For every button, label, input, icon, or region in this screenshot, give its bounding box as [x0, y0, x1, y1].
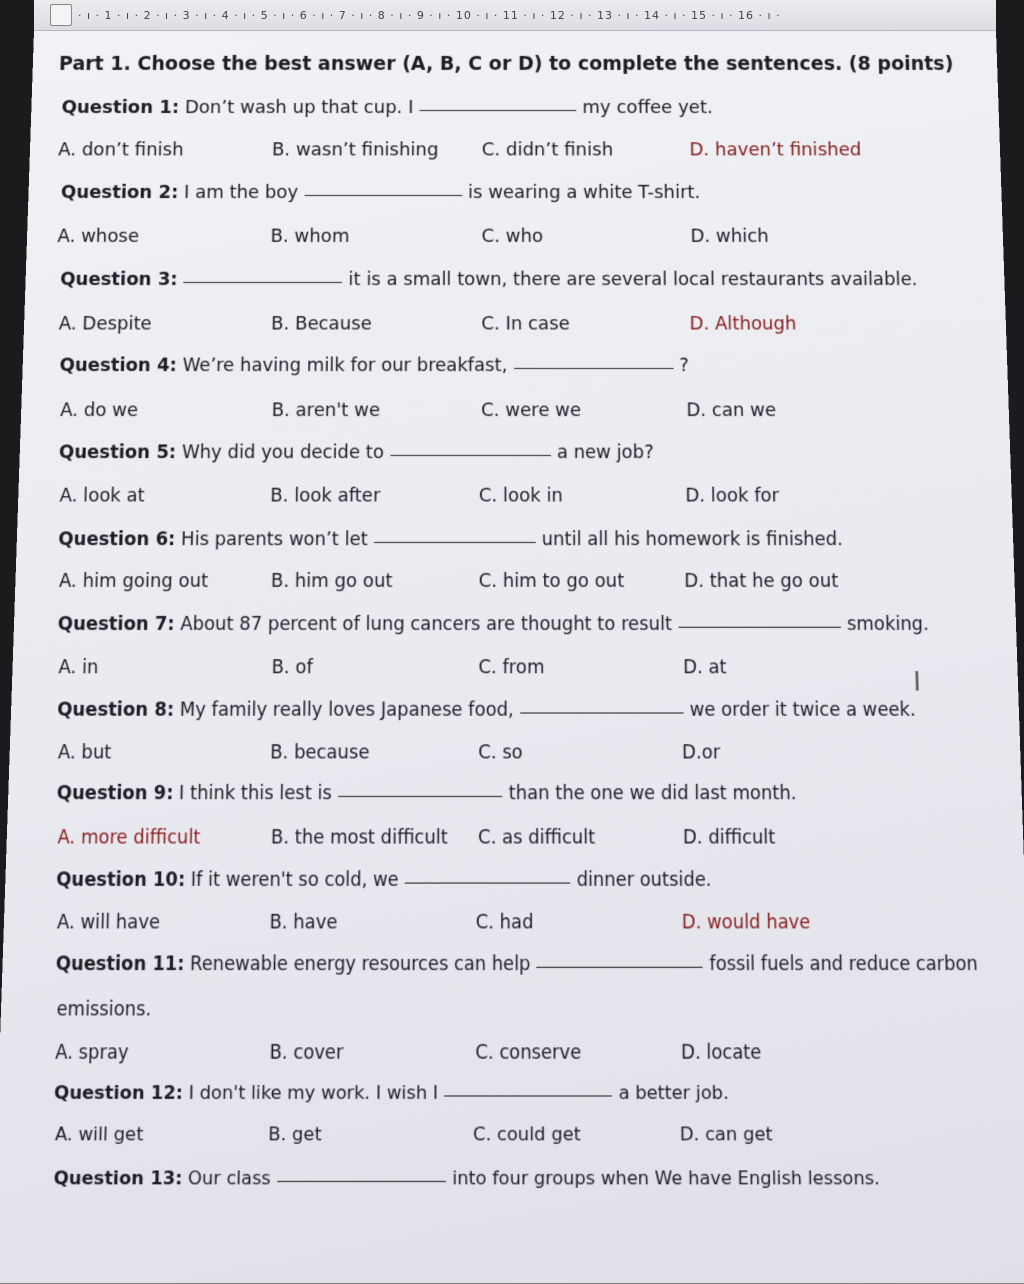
option-d[interactable]: D. haven’t finished — [689, 139, 862, 161]
question-stem-after: we order it twice a week. — [689, 699, 916, 722]
question-6 — [58, 529, 843, 550]
option-b[interactable]: B. because — [270, 742, 370, 764]
option-c[interactable]: C. could get — [472, 1123, 581, 1145]
question-label: Question 10: — [55, 868, 186, 891]
question-stem-before: We’re having milk for our breakfast, — [176, 355, 508, 377]
answer-blank[interactable] — [184, 281, 343, 283]
question-stem-after: it is a small town, there are several local restaurants available. — [348, 269, 918, 291]
question-stem-before: His parents won’t let — [175, 529, 368, 551]
option-c[interactable]: C. look in — [478, 485, 563, 507]
answer-blank[interactable] — [514, 367, 674, 369]
option-d[interactable]: D. Although — [689, 313, 797, 335]
option-c[interactable]: C. as difficult — [477, 826, 596, 850]
question-label: Question 8: — [56, 699, 175, 722]
option-c[interactable]: C. so — [478, 742, 523, 764]
option-d[interactable]: D. that he go out — [684, 570, 839, 593]
question-label: Question 1: — [61, 96, 180, 119]
option-b[interactable]: B. look after — [270, 485, 381, 507]
question-stem-after: than the one we did last month. — [508, 782, 797, 805]
answer-blank[interactable] — [390, 454, 551, 456]
option-b[interactable]: B. the most difficult — [270, 826, 448, 850]
question-label: Question 2: — [60, 181, 179, 204]
answer-blank[interactable] — [537, 966, 703, 968]
answer-blank[interactable] — [445, 1094, 613, 1096]
option-c[interactable]: C. conserve — [475, 1040, 582, 1064]
option-a[interactable]: A. don’t finish — [57, 139, 184, 161]
question-13 — [53, 1167, 880, 1189]
option-d[interactable]: D. at — [683, 657, 727, 679]
question-label: Question 4: — [59, 355, 178, 377]
option-b[interactable]: B. cover — [269, 1040, 344, 1064]
question-stem-before: I don't like my work. I wish I — [182, 1081, 439, 1104]
question-stem-after: is wearing a white T-shirt. — [467, 181, 701, 204]
question-stem-after: into four groups when We have English lessons. — [452, 1166, 880, 1190]
question-12 — [54, 1082, 729, 1104]
question-label: Question 12: — [53, 1081, 184, 1104]
question-stem-after: a new job? — [556, 442, 654, 464]
text-cursor-icon: I — [912, 666, 922, 698]
question-stem-before: Don’t wash up that cup. I — [178, 96, 414, 119]
option-a[interactable]: A. more difficult — [57, 826, 201, 850]
option-d[interactable]: D. can we — [686, 400, 777, 422]
question-label: Question 13: — [53, 1166, 183, 1190]
option-a[interactable]: A. will have — [56, 910, 161, 933]
option-a[interactable]: A. but — [57, 742, 112, 764]
document-page[interactable] — [0, 31, 1024, 1284]
answer-blank[interactable] — [374, 541, 536, 543]
ruler-marks: · ı · 1 · ı · 2 · ı · 3 · ı · 4 · ı · 5 · ı · 6 · ı · 7 · ı · 8 · ı · 9 · ı · 10 · ı · 11 · ı · 12 · ı · 13 · ı · 14 · ı · 15 · ı · 16 · ı · — [78, 8, 781, 22]
question-stem-after: dinner outside. — [576, 868, 712, 891]
question-5 — [59, 442, 654, 463]
question-4 — [59, 355, 689, 376]
question-stem-before: I think this lest is — [173, 782, 332, 805]
answer-blank[interactable] — [405, 881, 570, 883]
question-label: Question 11: — [55, 952, 185, 975]
question-stem-before: My family really loves Japanese food, — [173, 699, 514, 722]
option-b[interactable]: B. of — [271, 657, 313, 679]
question-10 — [56, 868, 712, 890]
question-continuation: emissions. — [56, 997, 152, 1021]
option-a[interactable]: A. Despite — [58, 313, 152, 335]
answer-blank[interactable] — [277, 1180, 446, 1182]
question-label: Question 7: — [57, 613, 175, 636]
option-d[interactable]: D. difficult — [682, 826, 776, 850]
question-3 — [60, 270, 918, 291]
question-label: Question 9: — [56, 782, 174, 805]
option-a[interactable]: A. him going out — [58, 570, 209, 593]
answer-blank[interactable] — [420, 109, 577, 111]
option-d[interactable]: D. locate — [680, 1040, 762, 1064]
question-stem-after: until all his homework is finished. — [541, 529, 844, 551]
answer-blank[interactable] — [678, 626, 841, 628]
question-label: Question 5: — [58, 442, 177, 464]
option-d[interactable]: D. which — [690, 225, 769, 248]
question-stem-before: Our class — [182, 1166, 271, 1190]
option-b[interactable]: B. have — [269, 910, 338, 933]
question-8 — [57, 699, 916, 721]
option-c[interactable]: C. him to go out — [478, 570, 625, 593]
answer-blank[interactable] — [338, 795, 502, 797]
option-c[interactable]: C. from — [478, 657, 545, 679]
option-c[interactable]: C. In case — [481, 313, 570, 335]
option-b[interactable]: B. Because — [270, 313, 372, 335]
question-11 — [56, 952, 979, 975]
option-c[interactable]: C. were we — [481, 400, 582, 422]
question-stem-before: Why did you decide to — [175, 442, 384, 464]
question-9 — [56, 783, 796, 805]
option-c[interactable]: C. had — [475, 910, 534, 933]
question-2 — [61, 182, 701, 203]
question-stem-before: About 87 percent of lung cancers are thought to result — [174, 613, 673, 636]
option-a[interactable]: A. in — [58, 657, 99, 679]
option-d[interactable]: D. can get — [679, 1123, 773, 1145]
question-stem-after: a better job. — [618, 1081, 729, 1104]
option-b[interactable]: B. get — [268, 1123, 322, 1145]
question-stem-after: ? — [679, 355, 690, 377]
option-d[interactable]: D. would have — [681, 910, 811, 933]
option-d[interactable]: D. look for — [685, 485, 780, 507]
option-d[interactable]: D.or — [681, 742, 721, 764]
option-a[interactable]: A. spray — [54, 1040, 129, 1064]
option-b[interactable]: B. aren't we — [271, 400, 381, 422]
question-stem-before: If it weren't so cold, we — [184, 868, 399, 891]
option-a[interactable]: A. whose — [57, 225, 140, 248]
part-title: Part 1. Choose the best answer (A, B, C or D) to complete the sentences. (8 points) — [58, 52, 954, 75]
option-a[interactable]: A. look at — [59, 485, 145, 507]
option-c[interactable]: C. who — [481, 225, 544, 248]
question-7 — [57, 614, 929, 636]
answer-blank[interactable] — [304, 194, 462, 196]
question-stem-after: smoking. — [846, 613, 930, 636]
option-a[interactable]: A. will get — [54, 1123, 144, 1145]
question-stem-before: Renewable energy resources can help — [184, 952, 531, 975]
option-c[interactable]: C. didn’t finish — [481, 139, 614, 161]
question-label: Question 3: — [59, 269, 178, 291]
tab-stop-icon[interactable] — [50, 4, 72, 26]
ruler — [34, 0, 996, 31]
option-b[interactable]: B. whom — [270, 225, 350, 248]
option-b[interactable]: B. wasn’t finishing — [271, 139, 439, 161]
answer-blank[interactable] — [520, 711, 683, 713]
question-stem-after: fossil fuels and reduce carbon — [709, 952, 979, 975]
question-1 — [61, 97, 713, 118]
option-a[interactable]: A. do we — [59, 400, 139, 422]
option-b[interactable]: B. him go out — [270, 570, 393, 593]
question-label: Question 6: — [57, 529, 176, 551]
question-stem-after: my coffee yet. — [582, 96, 713, 119]
question-stem-before: I am the boy — [178, 181, 299, 204]
